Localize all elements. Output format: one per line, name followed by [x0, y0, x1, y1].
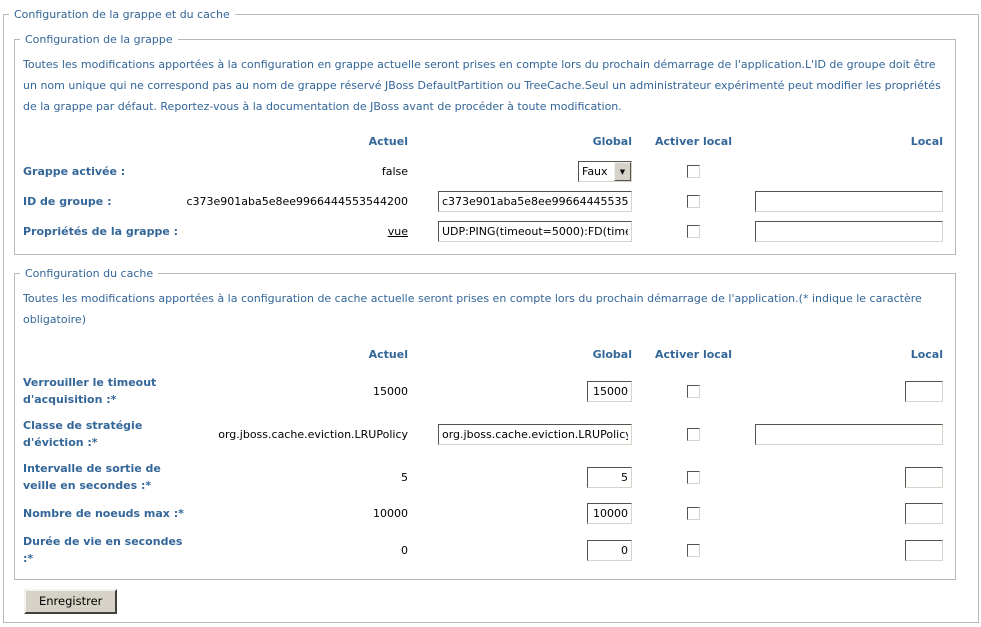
max-nodes-local-input[interactable] — [905, 503, 943, 524]
row-label-proprietes-grappe: Propriétés de la grappe : — [23, 225, 179, 238]
ttl-seconds-activer-local-checkbox[interactable] — [687, 544, 700, 557]
row-label-lock-timeout: Verrouiller le timeout d'acquisition :* — [23, 376, 157, 406]
cluster-and-cache-config-section — [3, 8, 979, 623]
column-header-local: Local — [910, 135, 943, 148]
actuel-value-eviction-policy: org.jboss.cache.eviction.LRUPolicy — [218, 427, 408, 441]
cache-description: Toutes les modifications apportées à la configuration de cache actuelle seront prises en compte lors du prochain démarrage de l'application.(* indique le caractère obligatoire) — [23, 292, 922, 326]
eviction-policy-local-input[interactable] — [755, 424, 943, 445]
row-label-grappe-activee: Grappe activée : — [23, 165, 126, 178]
id-de-groupe-global-input[interactable] — [438, 191, 632, 212]
cluster-config-grid — [23, 131, 943, 242]
vue-link[interactable]: vue — [387, 225, 408, 238]
wakeup-interval-global-input[interactable] — [587, 467, 632, 488]
button-row — [24, 589, 978, 614]
row-label-id-de-groupe: ID de groupe : — [23, 195, 112, 208]
cluster-description: Toutes les modifications apportées à la configuration en grappe actuelle seront prises en compte lors du prochain démarrage de l'application.L'ID de groupe doit être un nom unique qui ne correspond pas au nom de grappe réservé JBoss DefaultPartition ou TreeCache.Seul un administrateur expérimenté peut modifier les propriétés de la grappe par défaut. Reportez-vous à la documentation de JBoss avant de procéder à toute modification. — [23, 58, 941, 113]
spacer — [755, 161, 943, 182]
cache-config-section — [14, 267, 956, 580]
actuel-value-ttl-seconds: 0 — [401, 543, 408, 557]
actuel-value-grappe-activee: false — [381, 165, 408, 178]
cache-section-title: Configuration du cache — [25, 267, 154, 280]
lock-timeout-local-input[interactable] — [905, 381, 943, 402]
eviction-policy-global-input[interactable] — [438, 424, 632, 445]
row-label-wakeup-interval: Intervalle de sortie de veille en secondes :* — [23, 462, 161, 492]
actuel-value-max-nodes: 10000 — [373, 507, 408, 520]
ttl-seconds-global-input[interactable] — [587, 540, 632, 561]
cache-config-grid — [23, 344, 943, 567]
wakeup-interval-local-input[interactable] — [905, 467, 943, 488]
lock-timeout-activer-local-checkbox[interactable] — [687, 385, 700, 398]
page-title: Configuration de la grappe et du cache — [14, 8, 230, 21]
wakeup-interval-activer-local-checkbox[interactable] — [687, 471, 700, 484]
max-nodes-activer-local-checkbox[interactable] — [687, 507, 700, 520]
row-label-eviction-policy: Classe de stratégie d'éviction :* — [23, 419, 143, 449]
ttl-seconds-local-input[interactable] — [905, 540, 943, 561]
column-header-actuel: Actuel — [368, 135, 408, 148]
grappe-activee-global-select[interactable] — [578, 161, 632, 182]
row-label-max-nodes: Nombre de noeuds max :* — [23, 507, 184, 520]
row-label-ttl-seconds: Durée de vie en secondes :* — [23, 535, 183, 565]
column-header-activer-local: Activer local — [655, 348, 732, 361]
actuel-value-id-de-groupe: c373e901aba5e8ee9966444553544200 — [186, 195, 408, 208]
proprietes-grappe-global-input[interactable] — [438, 221, 632, 242]
save-button[interactable]: Enregistrer — [24, 589, 117, 614]
cluster-config-section — [14, 33, 956, 255]
spacer — [23, 131, 208, 152]
grappe-activee-select-value: Faux — [582, 165, 608, 178]
column-header-global: Global — [592, 135, 632, 148]
column-header-global: Global — [592, 348, 632, 361]
actuel-value-wakeup-interval: 5 — [401, 470, 408, 484]
column-header-activer-local: Activer local — [655, 135, 732, 148]
chevron-down-icon[interactable]: ▼ — [614, 162, 631, 181]
column-header-actuel: Actuel — [368, 348, 408, 361]
cluster-section-title: Configuration de la grappe — [25, 33, 173, 46]
proprietes-grappe-local-input[interactable] — [755, 221, 943, 242]
max-nodes-global-input[interactable] — [587, 503, 632, 524]
eviction-policy-activer-local-checkbox[interactable] — [687, 428, 700, 441]
grappe-activee-activer-local-checkbox[interactable] — [687, 165, 700, 178]
id-de-groupe-activer-local-checkbox[interactable] — [687, 195, 700, 208]
actuel-value-lock-timeout: 15000 — [373, 384, 408, 398]
column-header-local: Local — [910, 348, 943, 361]
id-de-groupe-local-input[interactable] — [755, 191, 943, 212]
spacer — [23, 344, 208, 365]
lock-timeout-global-input[interactable] — [587, 381, 632, 402]
proprietes-grappe-activer-local-checkbox[interactable] — [687, 225, 700, 238]
